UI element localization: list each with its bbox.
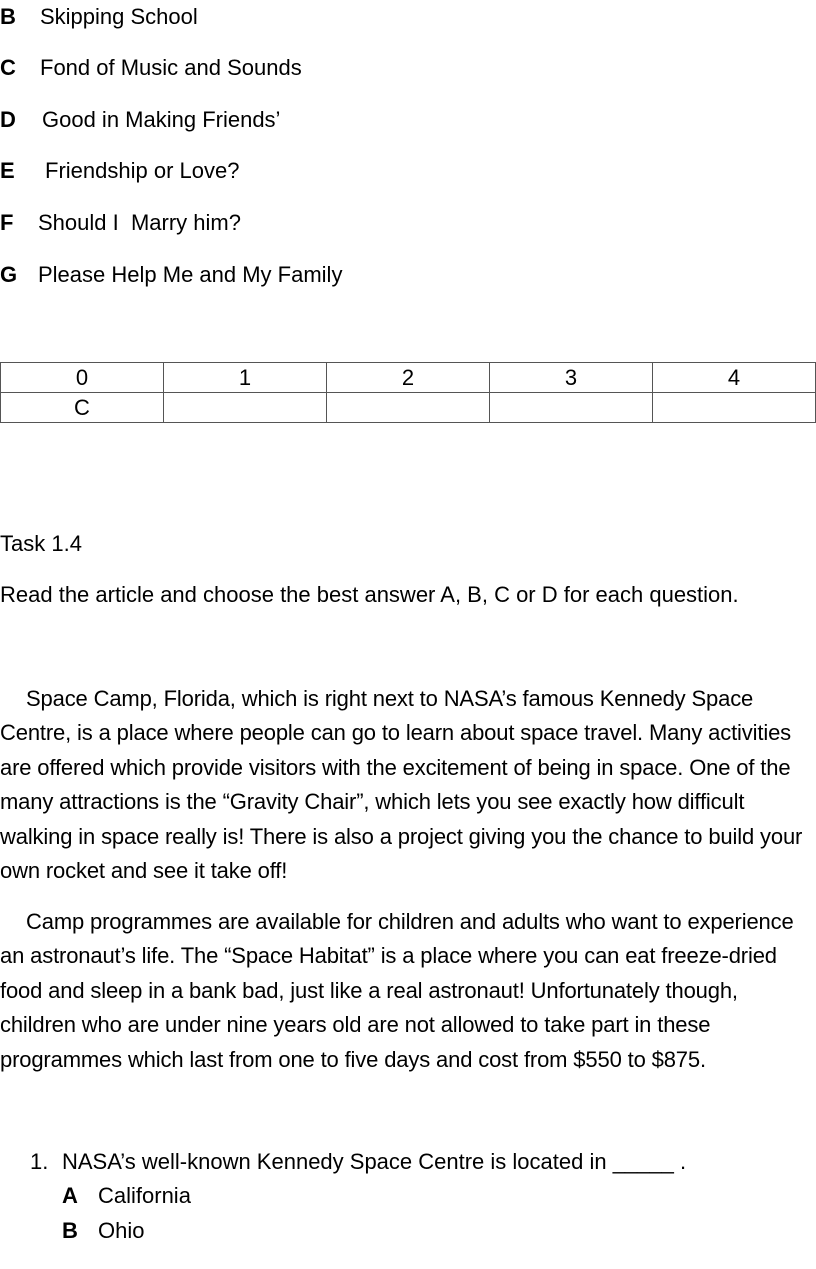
option-text: Friendship or Love?	[45, 158, 240, 183]
answer-table-answer-cell	[490, 393, 653, 423]
answer-table-header-row	[1, 363, 816, 393]
option-letter: B	[0, 4, 16, 29]
option-text: Should I Marry him?	[38, 210, 241, 235]
option-text: Skipping School	[40, 4, 198, 29]
task-instruction: Read the article and choose the best answer A, B, C or D for each question.	[0, 582, 739, 607]
answer-table-answer-cell	[653, 393, 816, 423]
option-text: Please Help Me and My Family	[38, 262, 343, 287]
answer-table-answer-cell: C	[1, 393, 164, 423]
article-paragraph-1: Space Camp, Florida, which is right next to NASA’s famous Kennedy Space Centre, is a place where people can go to learn about space travel. Many activities are offered which provide visitors with the excitement of being in space. One of the many attractions is the “Gravity Chair”, which lets you see exactly how difficult walking in space really is! There is also a project giving you the chance to build your own rocket and see it take off!	[0, 686, 803, 884]
question-1-choice-b	[62, 1216, 144, 1246]
option-text: Good in Making Friends’	[42, 107, 281, 132]
option-f	[0, 208, 241, 238]
option-g	[0, 260, 342, 290]
question-1	[30, 1147, 686, 1177]
option-b	[0, 2, 198, 32]
option-e	[0, 156, 239, 186]
choice-letter: A	[62, 1183, 78, 1208]
task-title: Task 1.4	[0, 531, 82, 556]
option-letter: E	[0, 158, 15, 183]
answer-table-answer-row	[1, 393, 816, 423]
choice-letter: B	[62, 1218, 78, 1243]
answer-table-header-cell: 0	[1, 363, 164, 393]
answer-table-header-cell: 4	[653, 363, 816, 393]
answer-table-header-cell: 2	[327, 363, 490, 393]
option-c	[0, 53, 302, 83]
answer-table	[0, 362, 816, 423]
choice-text: Ohio	[98, 1218, 145, 1243]
option-letter: G	[0, 262, 18, 287]
option-letter: C	[0, 55, 16, 80]
choice-text: California	[98, 1183, 191, 1208]
option-d	[0, 105, 280, 135]
question-text: NASA’s well-known Kennedy Space Centre is located in _____ .	[62, 1149, 687, 1174]
question-number: 1.	[30, 1149, 49, 1174]
answer-table-header-cell: 1	[164, 363, 327, 393]
answer-table-answer-cell	[327, 393, 490, 423]
option-text: Fond of Music and Sounds	[40, 55, 302, 80]
article-paragraph-2: Camp programmes are available for children and adults who want to experience an astronaut’s life. The “Space Habitat” is a place where you can eat freeze-dried food and sleep in a bank bad, just like a real astronaut! Unfortunately though, children who are under nine years old are not allowed to take part in these programmes which last from one to five days and cost from $550 to $875.	[0, 909, 794, 1072]
option-letter: F	[0, 210, 14, 235]
answer-table-answer-cell	[164, 393, 327, 423]
question-1-choice-a	[62, 1181, 191, 1211]
option-letter: D	[0, 107, 16, 132]
answer-table-header-cell: 3	[490, 363, 653, 393]
